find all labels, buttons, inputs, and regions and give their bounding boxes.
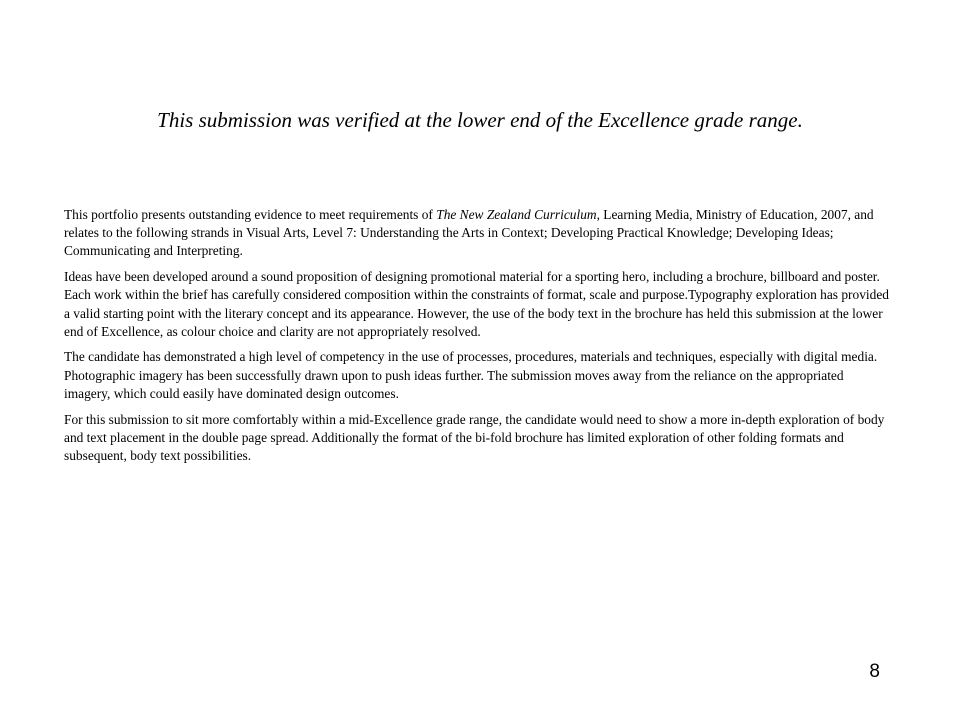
paragraph-curriculum-rest: , Learning Media, Ministry of Education, 2007, and relates to the following strands in Visual Arts, Level 7: Understanding the Arts in Context; Developing Practical Knowledge; Developing Ideas; Communicating and Interpreting. (64, 207, 874, 259)
paragraph-ideas: Ideas have been developed around a sound proposition of designing promotional material for a sporting hero, including a brochure, billboard and poster. Each work within the brief has carefully considered composition within the constraints of format, scale and purpose.Typography exploration has provided a valid starting point with the literary concept and its appearance. However, the use of the body text in the brochure has held this submission at the lower end of Excellence, as colour choice and clarity are not appropriately resolved. (64, 269, 889, 339)
page-number: 8 (869, 661, 880, 682)
paragraph-competency: The candidate has demonstrated a high level of competency in the use of processes, procedures, materials and techniques, especially with digital media. Photographic imagery has been successfully drawn upon to push ideas further. The submission moves away from the reliance on the appropriated imagery, which could easily have dominated design outcomes. (64, 349, 878, 401)
slide-title: This submission was verified at the lower end of the Excellence grade range. (157, 108, 803, 132)
body-text (64, 206, 890, 473)
paragraph-curriculum-intro: This portfolio presents outstanding evidence to meet requirements of (64, 207, 437, 222)
paragraph-improvement: For this submission to sit more comfortably within a mid-Excellence grade range, the candidate would need to show a more in-depth exploration of body and text placement in the double page spread. Additionally the format of the bi-fold brochure has limited exploration of other folding formats and subsequent, body text possibilities. (64, 411, 885, 463)
curriculum-title: The New Zealand Curriculum (436, 207, 597, 222)
paragraph-curriculum (64, 206, 890, 261)
